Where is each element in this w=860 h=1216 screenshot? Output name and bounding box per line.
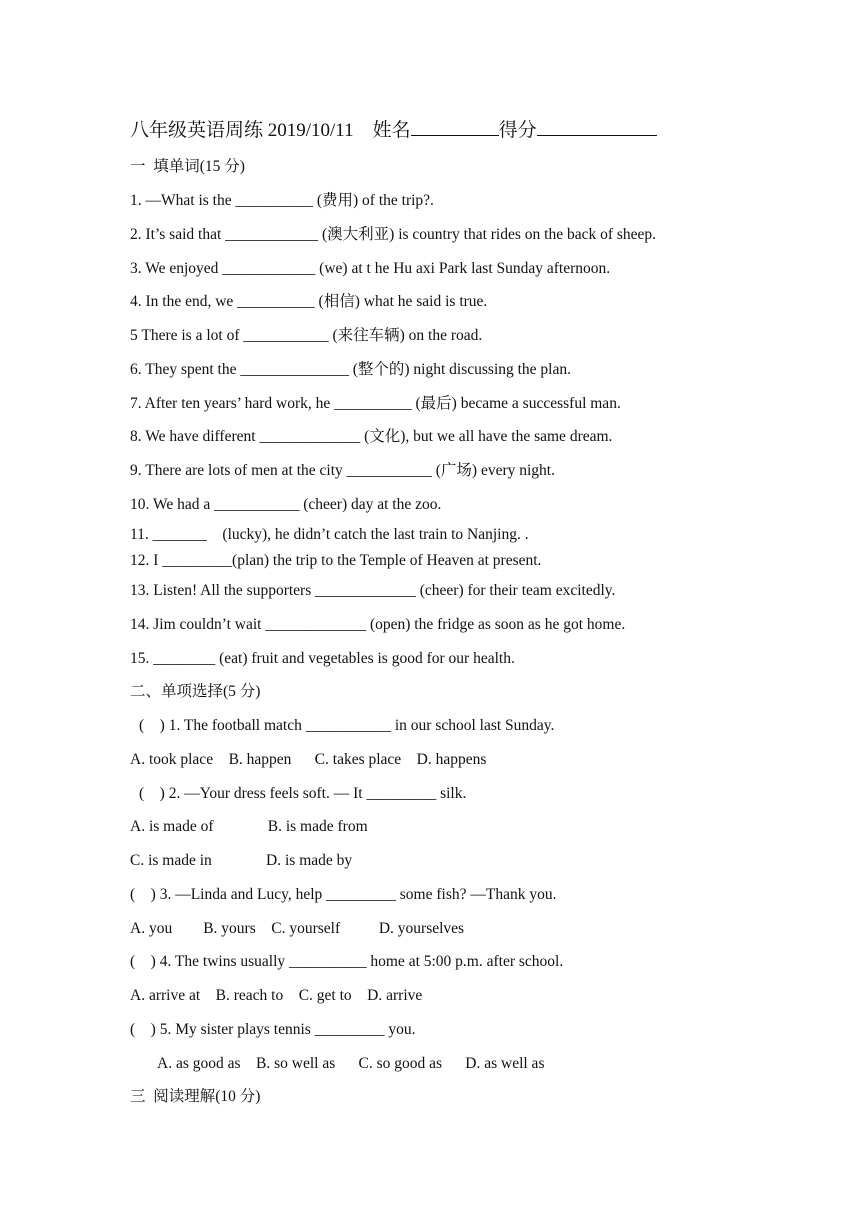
fill-in-question-11: 11. _______ (lucky), he didn’t catch the last train to Nanjing. . [130,526,529,543]
fill-in-question-13: 13. Listen! All the supporters _____________ (cheer) for their team excitedly. [130,582,616,599]
score-blank[interactable] [537,117,657,136]
name-label: 姓名 [372,120,411,141]
fill-in-question-9: 9. There are lots of men at the city ___________ (广场) every night. [130,462,555,479]
fill-in-question-14: 14. Jim couldn’t wait _____________ (open) the fridge as soon as he got home. [130,616,626,633]
section-title-choice: 二、单项选择(5 分) [130,683,261,700]
fill-in-question-15: 15. ________ (eat) fruit and vegetables is good for our health. [130,650,515,667]
choice-question-1: ( ) 1. The football match ___________ in our school last Sunday. [139,717,555,734]
section-title-reading: 三 阅读理解(10 分) [130,1088,261,1105]
choice-options-2b: C. is made in D. is made by [130,852,353,869]
fill-in-question-4: 4. In the end, we __________ (相信) what he said is true. [130,293,488,310]
fill-in-question-8: 8. We have different _____________ (文化), but we all have the same dream. [130,428,613,445]
fill-in-question-12: 12. I _________(plan) the trip to the Temple of Heaven at present. [130,552,542,569]
choice-question-4: ( ) 4. The twins usually __________ home at 5:00 p.m. after school. [130,953,564,970]
fill-in-question-5: 5 There is a lot of ___________ (来往车辆) on the road. [130,327,483,344]
fill-in-question-10: 10. We had a ___________ (cheer) day at the zoo. [130,496,442,513]
choice-options-5: A. as good as B. so well as C. so good as D. as well as [157,1055,545,1072]
choice-question-3: ( ) 3. —Linda and Lucy, help _________ some fish? —Thank you. [130,886,557,903]
choice-options-3: A. you B. yours C. yourself D. yourselves [130,920,465,937]
fill-in-question-3: 3. We enjoyed ____________ (we) at t he Hu axi Park last Sunday afternoon. [130,260,611,277]
fill-in-question-1: 1. —What is the __________ (费用) of the trip?. [130,192,434,209]
fill-in-question-6: 6. They spent the ______________ (整个的) night discussing the plan. [130,361,571,378]
choice-options-1: A. took place B. happen C. takes place D. happens [130,751,487,768]
choice-question-5: ( ) 5. My sister plays tennis _________ you. [130,1021,416,1038]
worksheet-header [130,115,657,142]
choice-options-4: A. arrive at B. reach to C. get to D. arrive [130,987,423,1004]
fill-in-question-2: 2. It’s said that ____________ (澳大利亚) is country that rides on the back of sheep. [130,226,657,243]
choice-options-2a: A. is made of B. is made from [130,818,368,835]
score-label: 得分 [498,120,537,141]
choice-question-2: ( ) 2. —Your dress feels soft. — It _________ silk. [139,785,467,802]
name-blank[interactable] [411,117,499,136]
worksheet-title: 八年级英语周练 2019/10/11 [130,120,354,141]
section-title-fill-in: 一 填单词(15 分) [130,158,245,175]
fill-in-question-7: 7. After ten years’ hard work, he __________ (最后) became a successful man. [130,395,621,412]
